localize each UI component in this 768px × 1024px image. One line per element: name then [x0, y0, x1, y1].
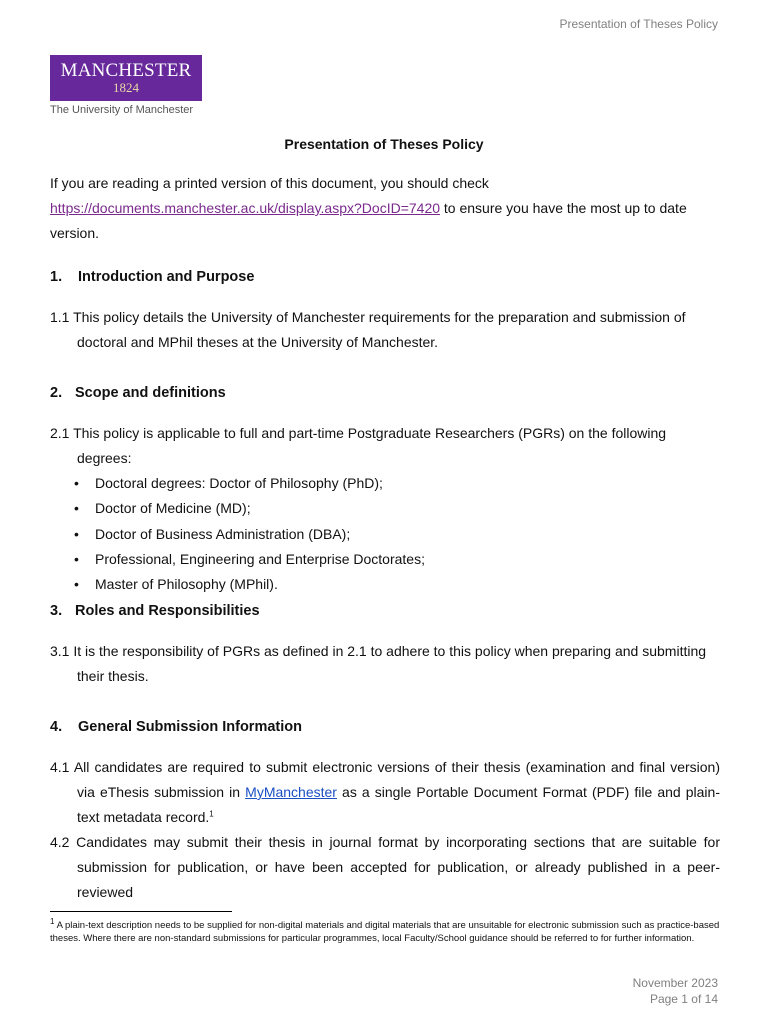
section-heading — [50, 385, 720, 401]
list-item — [50, 471, 720, 496]
section-title: General Submission Information — [78, 719, 302, 735]
footnote-text: A plain-text description needs to be supplied for non-digital materials and digital materials that are unsuitable for electronic submission such as practice-based theses. Where there are non-standard submissions for particular programmes, local Faculty/School guidance should be referred to for further information. — [50, 920, 720, 944]
paragraph-4-1-after: as a single Portable Document Format (PDF) file and plain-text metadata record. — [77, 784, 720, 825]
bullet-icon: • — [74, 576, 79, 593]
section-1 — [50, 269, 720, 355]
section-number: 1. — [50, 269, 63, 285]
section-heading — [50, 269, 720, 285]
list-item — [50, 547, 720, 572]
footnote-divider — [50, 911, 232, 912]
bullet-icon: • — [74, 525, 79, 542]
section-heading — [50, 603, 720, 619]
intro-text-after: to ensure you have the most up to date version. — [50, 200, 687, 241]
section-3 — [50, 603, 720, 689]
university-logo — [50, 55, 202, 116]
list-item-text: Doctoral degrees: Doctor of Philosophy (PhD); — [95, 475, 383, 491]
list-item-text: Doctor of Medicine (MD); — [95, 500, 251, 517]
section-title: Roles and Responsibilities — [75, 603, 260, 619]
paragraph-4-2: 4.2 Candidates may submit their thesis in journal format by incorporating sections that are suitable for submission for publication, or have been accepted for publication, or already published in a peer-reviewed — [50, 834, 720, 900]
logo-subtitle: The University of Manchester — [50, 104, 194, 116]
section-number: 4. — [50, 719, 63, 735]
running-header: Presentation of Theses Policy — [559, 17, 718, 31]
section-number: 2. — [50, 385, 63, 401]
list-item-text: Doctor of Business Administration (DBA); — [95, 525, 351, 542]
footer-date: November 2023 — [632, 976, 718, 990]
intro-paragraph — [50, 171, 720, 246]
document-link[interactable]: https://documents.manchester.ac.uk/display.aspx?DocID=7420 — [50, 200, 441, 216]
paragraph-4-1 — [50, 755, 720, 830]
bullet-icon: • — [74, 475, 79, 491]
page-footer — [633, 975, 718, 1007]
bullet-icon: • — [74, 550, 79, 567]
section-heading — [50, 719, 720, 735]
section-number: 3. — [50, 603, 63, 619]
intro-text-before: If you are reading a printed version of this document, you should check — [50, 175, 489, 191]
footnote-reference[interactable]: 1 — [209, 809, 214, 819]
logo-name: MANCHESTER — [60, 60, 192, 81]
section-title: Scope and definitions — [75, 385, 226, 401]
list-item-text: Master of Philosophy (MPhil). — [95, 576, 278, 593]
document-title: Presentation of Theses Policy — [284, 136, 484, 152]
mymanchester-link[interactable]: MyManchester — [245, 784, 337, 800]
footnote — [50, 916, 720, 945]
list-item — [50, 496, 720, 521]
degree-list — [50, 471, 720, 597]
paragraph-1-1: 1.1 This policy details the University of Manchester requirements for the preparation and submission of doctoral and MPhil theses at the University of Manchester. — [50, 309, 686, 350]
section-title: Introduction and Purpose — [78, 269, 255, 285]
paragraph-2-1: 2.1 This policy is applicable to full and part-time Postgraduate Researchers (PGRs) on the following degrees: — [50, 425, 667, 466]
logo-year: 1824 — [113, 80, 139, 95]
paragraph-4-1-before: 4.1 All candidates are required to submit electronic versions of their thesis (examination and final version) via eThesis submission in — [50, 759, 720, 800]
section-2 — [50, 385, 720, 597]
bullet-icon: • — [74, 500, 79, 517]
footnote-mark: 1 — [50, 916, 55, 926]
section-4 — [50, 719, 720, 905]
paragraph-3-1: 3.1 It is the responsibility of PGRs as defined in 2.1 to adhere to this policy when preparing and submitting their thesis. — [50, 643, 707, 684]
page-number: Page 1 of 14 — [649, 992, 718, 1006]
logo-box — [50, 55, 202, 101]
list-item — [50, 572, 720, 597]
list-item-text: Professional, Engineering and Enterprise Doctorates; — [95, 550, 425, 567]
list-item — [50, 522, 720, 547]
